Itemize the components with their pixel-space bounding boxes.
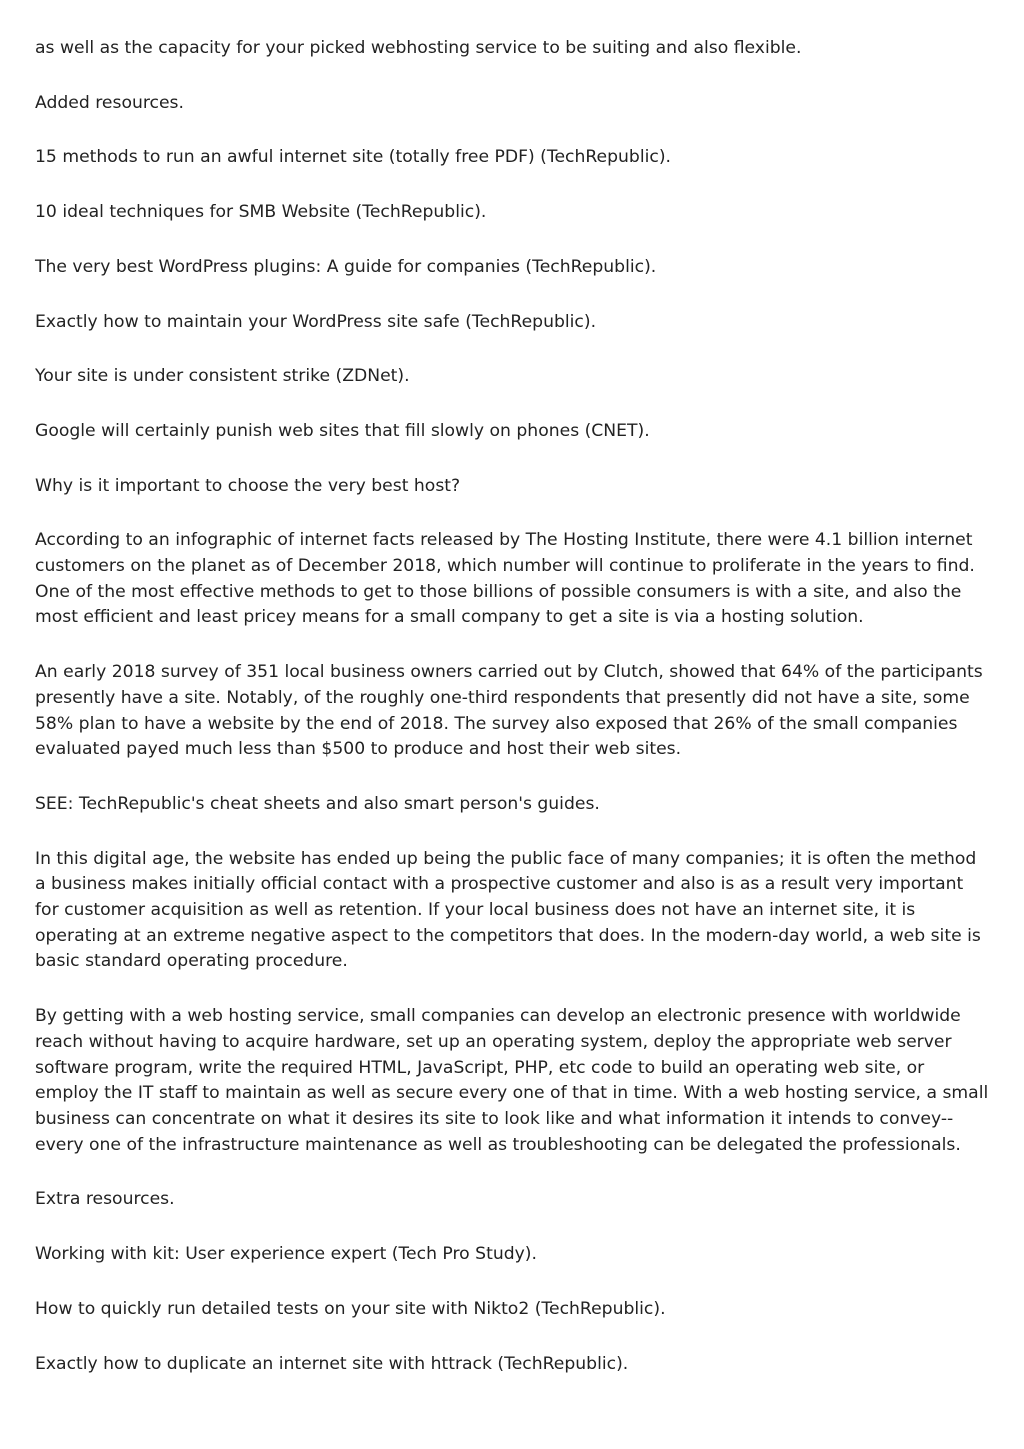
paragraph-digital-age: In this digital age, the website has ended up being the public face of many companies; it is often the method a business makes initially official contact with a prospective customer and also is as a result very important for customer acquisition as well as retention. If your local business does not have an internet site, it is operating at an extreme negative aspect to the competitors that does. In the modern-day world, a web site is basic standard operating procedure. xyxy=(35,848,981,972)
heading-added-resources: Added resources. xyxy=(35,92,184,113)
paragraph-capacity-continuation: as well as the capacity for your picked webhosting service to be suiting and also flexible. xyxy=(35,38,802,58)
resource-item-google-punish: Google will certainly punish web sites that fill slowly on phones (CNET). xyxy=(35,420,650,441)
document-page xyxy=(35,36,990,1406)
paragraph-survey: An early 2018 survey of 351 local business owners carried out by Clutch, showed that 64% of the participants presently have a site. Notably, of the roughly one-third respondents that presently did not have a site, some 58% plan to have a website by the end of 2018. The survey also exposed that 26% of the small companies evaluated payed much less than $500 to produce and host their web sites. xyxy=(35,662,983,760)
resource-item-ux-expert: Working with kit: User experience expert (Tech Pro Study). xyxy=(35,1244,537,1265)
resource-item-wordpress-plugins: The very best WordPress plugins: A guide for companies (TechRepublic). xyxy=(35,256,657,277)
resource-item-wordpress-safe: Exactly how to maintain your WordPress site safe (TechRepublic). xyxy=(35,311,597,332)
resource-item-awful-site: 15 methods to run an awful internet site (totally free PDF) (TechRepublic). xyxy=(35,147,671,168)
paragraph-see-cheat-sheets: SEE: TechRepublic's cheat sheets and also smart person's guides. xyxy=(35,793,600,814)
paragraph-infographic: According to an infographic of internet facts released by The Hosting Institute, there were 4.1 billion internet customers on the planet as of December 2018, which number will continue to proliferate in the years to find. One of the most effective methods to get to those billions of possible consumers is with a site, and also the most efficient and least pricey means for a small company to get a site is via a hosting solution. xyxy=(35,530,975,628)
section-question-best-host: Why is it important to choose the very best host? xyxy=(35,475,461,496)
resource-item-site-strike: Your site is under consistent strike (ZDNet). xyxy=(35,366,410,387)
paragraph-web-hosting-service: By getting with a web hosting service, small companies can develop an electronic presence with worldwide reach without having to acquire hardware, set up an operating system, deploy the appropriate web server software program, write the required HTML, JavaScript, PHP, etc code to build an operating web site, or employ the IT staff to maintain as well as secure every one of that in time. With a web hosting service, a small business can concentrate on what it desires its site to look like and what information it intends to convey-- every one of the infrastructure maintenance as well as troubleshooting can be delegated the professionals. xyxy=(35,1006,989,1155)
resource-item-smb-website: 10 ideal techniques for SMB Website (TechRepublic). xyxy=(35,202,487,223)
resource-item-httrack: Exactly how to duplicate an internet site with httrack (TechRepublic). xyxy=(35,1353,629,1374)
heading-extra-resources: Extra resources. xyxy=(35,1189,175,1210)
resource-item-nikto2: How to quickly run detailed tests on your site with Nikto2 (TechRepublic). xyxy=(35,1298,666,1319)
